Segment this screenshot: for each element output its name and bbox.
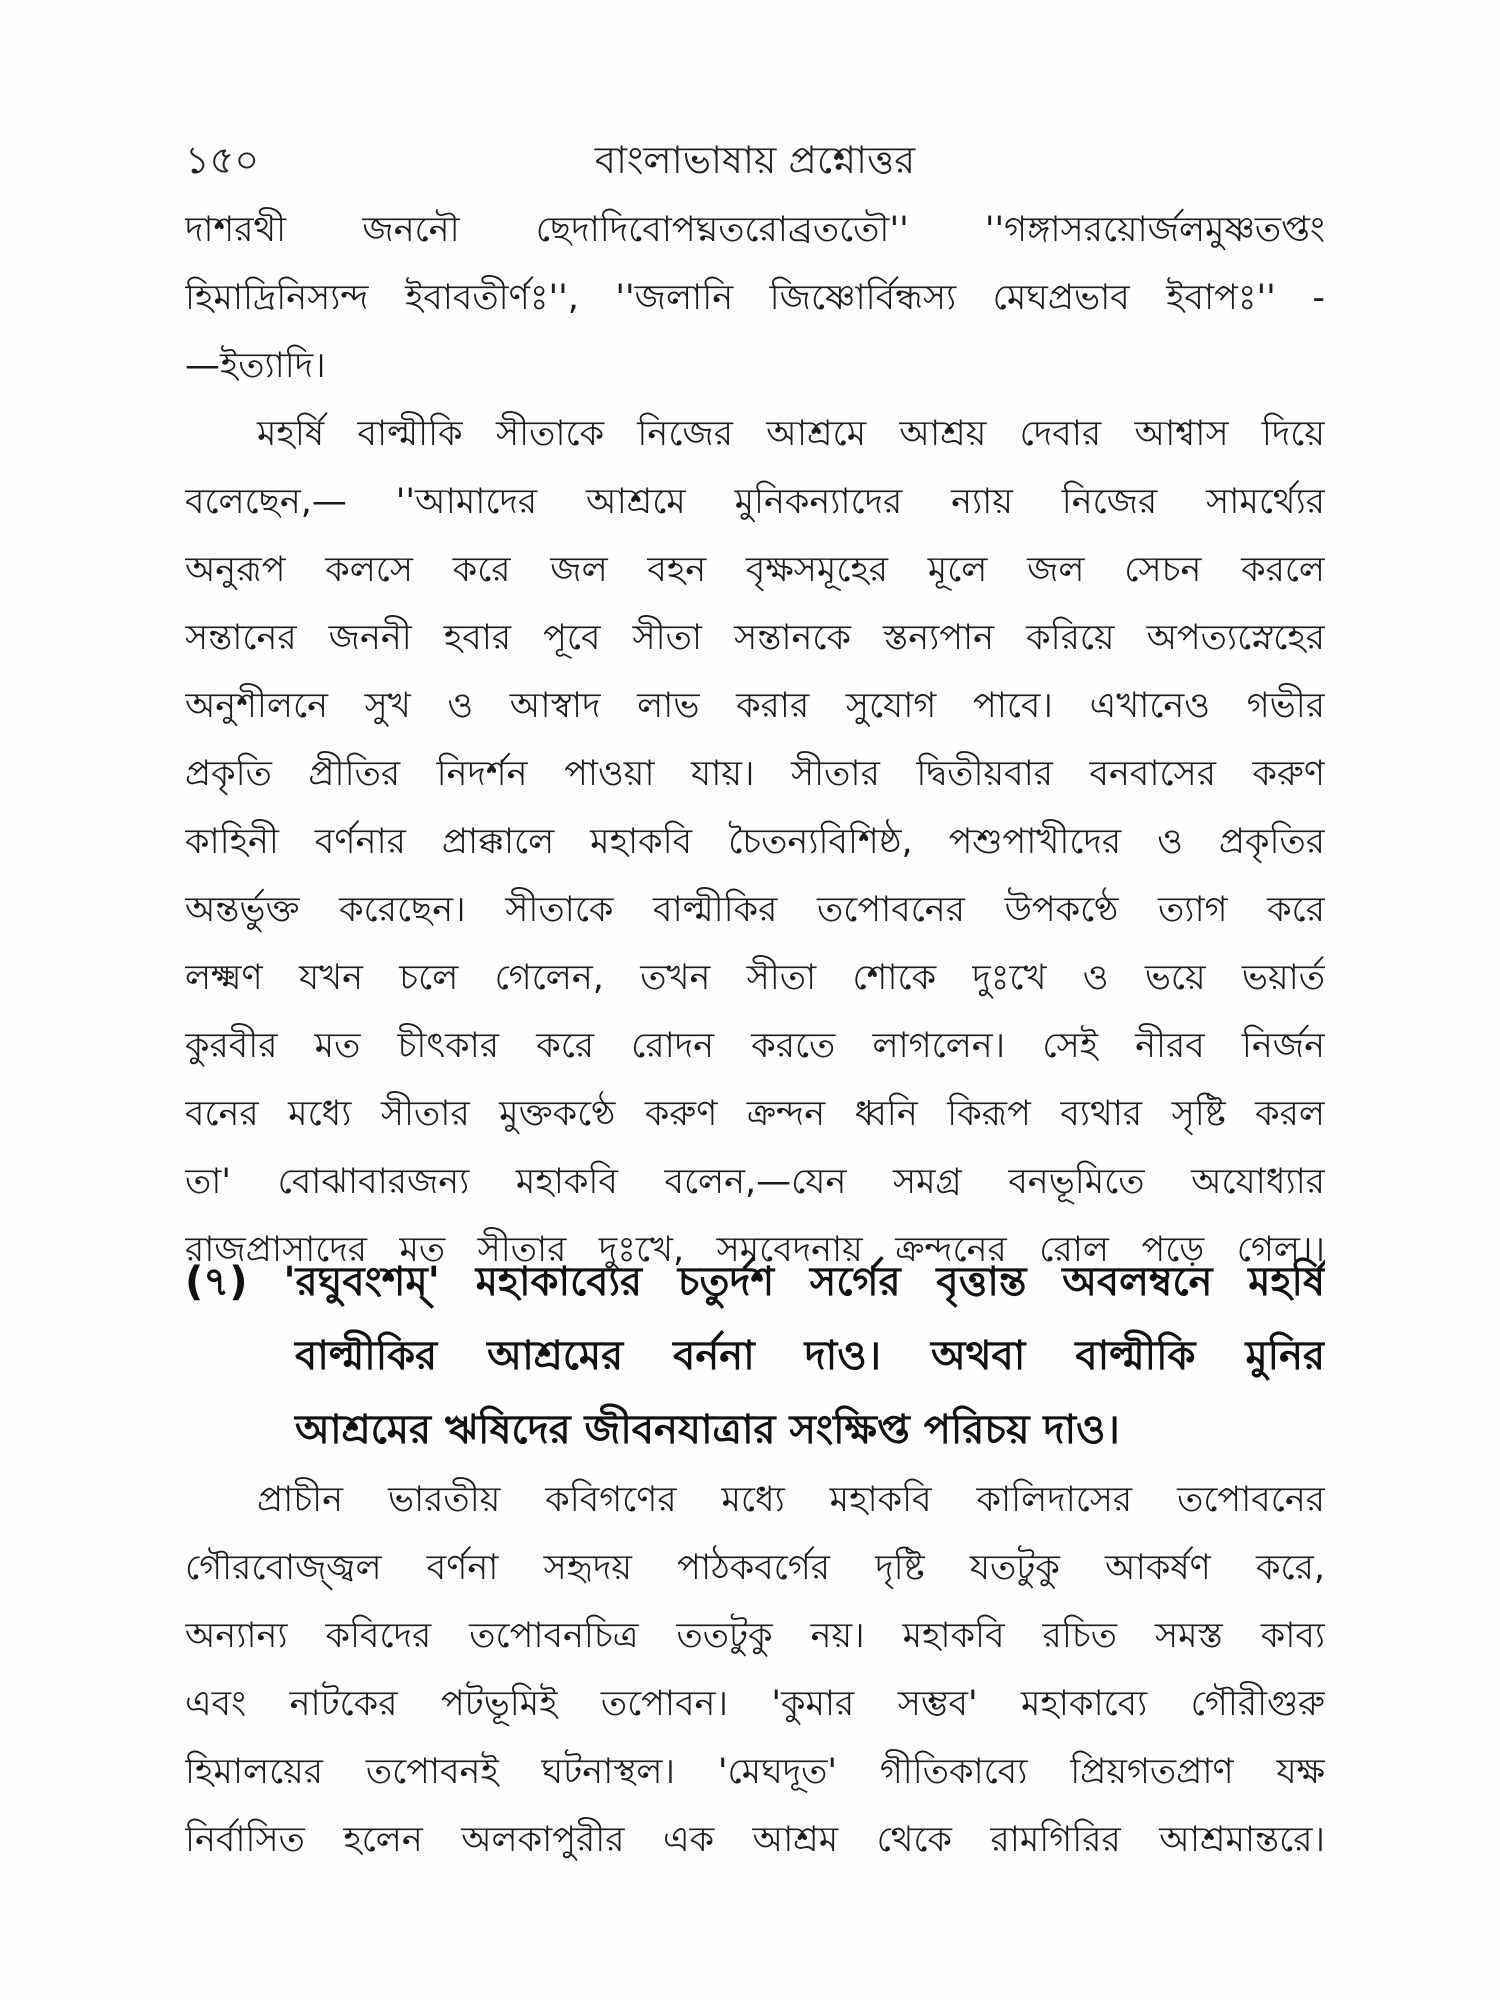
text-line: অন্যান্য কবিদের তপোবনচিত্র ততটুকু নয়। মহাকবি রচিত সমস্ত কাব্য (185, 1616, 1325, 1656)
text-line: নির্বাসিত হলেন অলকাপুরীর এক আশ্রম থেকে রামগিরির আশ্রমান্তরে। (185, 1820, 1325, 1860)
text-line: দাশরথী জননৌ ছেদাদিবোপঘ্নতরোব্রততৌ'' ''গঙ্গাসরয়োর্জলমুষ্ণতপ্তং (185, 210, 1325, 250)
answer-passage (185, 1466, 1325, 1874)
text-line: মহর্ষি বাল্মীকি সীতাকে নিজের আশ্রমে আশ্রয় দেবার আশ্বাস দিয়ে (257, 414, 1325, 454)
running-title: বাংলাভাষায় প্রশ্নোত্তর (594, 138, 916, 182)
text-line: প্রকৃতি প্রীতির নিদর্শন পাওয়া যায়। সীতার দ্বিতীয়বার বনবাসের করুণ (185, 754, 1325, 794)
page-number: ১৫০ (185, 138, 260, 182)
text-line: অন্তর্ভুক্ত করেছেন। সীতাকে বাল্মীকির তপোবনের উপকণ্ঠে ত্যাগ করে (185, 890, 1325, 930)
text-line: কুরবীর মত চীৎকার করে রোদন করতে লাগলেন। সেই নীরব নির্জন (185, 1026, 1325, 1066)
text-line: হিমালয়ের তপোবনই ঘটনাস্থল। 'মেঘদূত' গীতিকাব্যে প্রিয়গতপ্রাণ যক্ষ (185, 1752, 1325, 1792)
text-line: অনুশীলনে সুখ ও আস্বাদ লাভ করার সুযোগ পাবে। এখানেও গভীর (185, 686, 1325, 726)
text-line: সন্তানের জননী হবার পূবে সীতা সন্তানকে স্তন্যপান করিয়ে অপত্যস্নেহের (185, 618, 1325, 658)
running-head (185, 134, 1325, 186)
question-heading (185, 1245, 1325, 1467)
text-line: কাহিনী বর্ণনার প্রাক্কালে মহাকবি চৈতন্যবিশিষ্ঠ, পশুপাখীদের ও প্রকৃতির (185, 822, 1325, 862)
passage-continued (185, 196, 1325, 1284)
text-line: এবং নাটকের পটভূমিই তপোবন। 'কুমার সম্ভব' মহাকাব্যে গৌরীগুরু (185, 1684, 1325, 1724)
text-line: অনুরূপ কলসে করে জল বহন বৃক্ষসমূহের মূলে জল সেচন করলে (185, 550, 1325, 590)
text-line: রাজপ্রাসাদের মত সীতার দুঃখে, সমবেদনায় ক্রন্দনের রোল পড়ে গেল।। (185, 1230, 1325, 1270)
text-line: প্রাচীন ভারতীয় কবিগণের মধ্যে মহাকবি কালিদাসের তপোবনের (257, 1480, 1325, 1520)
text-line: বনের মধ্যে সীতার মুক্তকণ্ঠে করুণ ক্রন্দন ধ্বনি কিরূপ ব্যথার সৃষ্টি করল (185, 1094, 1325, 1134)
text-line: গৌরবোজ্জ্বল বর্ণনা সহৃদয় পাঠকবর্গের দৃষ্টি যতটুকু আকর্ষণ করে, (185, 1548, 1325, 1588)
text-line: হিমাদ্রিনিস্যন্দ ইবাবতীর্ণঃ'', ''জলানি জিষ্ণোর্বিন্ধস্য মেঘপ্রভাব ইবাপঃ'' - (185, 278, 1325, 318)
text-line: তা' বোঝাবারজন্য মহাকবি বলেন,—যেন সমগ্র বনভূমিতে অযোধ্যার (185, 1162, 1325, 1202)
question-line: আশ্রমের ঋষিদের জীবনযাত্রার সংক্ষিপ্ত পরিচয় দাও। (295, 1407, 1120, 1453)
question-line: (৭) 'রঘুবংশম্' মহাকাব্যের চতুর্দশ সর্গের বৃত্তান্ত অবলম্বনে মহর্ষি (185, 1259, 1325, 1305)
question-line: বাল্মীকির আশ্রমের বর্ননা দাও। অথবা বাল্মীকি মুনির (295, 1333, 1325, 1379)
text-line: —ইত্যাদি। (185, 346, 326, 386)
text-line: লক্ষ্মণ যখন চলে গেলেন, তখন সীতা শোকে দুঃখে ও ভয়ে ভয়ার্ত (185, 958, 1325, 998)
text-line: বলেছেন,— ''আমাদের আশ্রমে মুনিকন্যাদের ন্যায় নিজের সামর্থ্যের (185, 482, 1325, 522)
